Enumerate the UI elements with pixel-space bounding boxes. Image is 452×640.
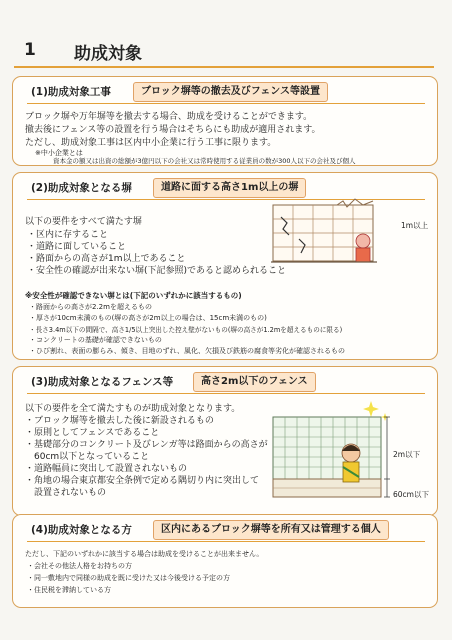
section-subtitle-badge: 高さ2m以下のフェンス — [193, 372, 316, 392]
requirement-item: ・安全性の確認が出来ない塀(下記参照)であると認められること — [27, 266, 287, 276]
header-underline — [27, 103, 425, 104]
section-subtitle-badge: 区内にあるブロック塀等を所有又は管理する個人 — [153, 520, 389, 540]
requirement-item: 設置されないもの — [25, 488, 107, 498]
requirements-intro: 以下の要件を全て満たすものが助成対象となります。 — [25, 404, 241, 414]
note-text: 資本金の額又は出資の総額が3億円以下の会社又は常時使用する従業員の数が300人以下の会社及び個人 — [53, 157, 356, 165]
requirement-item: ・角地の場合東京都安全条例で定める隅切り内に突出して — [25, 476, 260, 486]
requirement-item: ・道路幅員に突出して設置されないもの — [25, 464, 188, 474]
section-eligible-persons — [12, 514, 438, 608]
fence-height-label: 2m以下 — [393, 450, 421, 459]
requirements-intro: 以下の要件をすべて満たす塀 — [25, 217, 142, 227]
section-target-fence — [12, 366, 438, 516]
section-subtitle-badge: 道路に面する高さ1m以上の塀 — [153, 178, 306, 198]
section-subtitle-badge: ブロック塀等の撤去及びフェンス等設置 — [133, 82, 328, 102]
safety-item: ・厚さが10cm未満のもの(塀の高さが2m以上の場合は、15cm未満のもの) — [29, 314, 267, 322]
section-heading: (1)助成対象工事 — [31, 86, 111, 98]
section-construction-work — [12, 76, 438, 166]
safety-item: ・ひび割れ、表面の膨らみ、傾き、目地のずれ、風化、欠損及び鉄筋の腐食等劣化が確認されるもの — [29, 347, 345, 355]
safety-item: ・コンクリートの基礎が確認できないもの — [29, 336, 162, 344]
safety-heading: ※安全性が確認できない塀とは(下記のいずれかに該当するもの) — [25, 291, 242, 300]
requirement-item: ・路面からの高さが1m以上であること — [27, 254, 186, 264]
requirement-item: 60cm以下となっていること — [25, 452, 150, 462]
safety-item: ・路面からの高さが2.2mを超えるもの — [29, 303, 152, 311]
requirement-item: ・ブロック塀等を撤去した後に新設されるもの — [25, 416, 214, 426]
exclusion-item: ・会社その他法人格をお持ちの方 — [27, 562, 132, 570]
page-title — [14, 36, 434, 68]
header-underline — [27, 541, 425, 542]
note-label: ※中小企業とは — [35, 149, 83, 157]
section-heading: (2)助成対象となる塀 — [31, 182, 132, 194]
exclusion-item: ・住民税を滞納している方 — [27, 586, 111, 594]
section-header — [23, 519, 425, 541]
body-text-line: ただし、助成対象工事は区内中小企業に行う工事に限ります。 — [25, 138, 277, 148]
safety-item: ・長さ3.4m以下の間隔で、高さ1/5以上突出した控え壁がないもの(塀の高さが1.2mを超えるものに限る) — [29, 326, 343, 334]
body-text-line: ブロック塀や万年塀等を撤去する場合、助成を受けることができます。 — [25, 112, 313, 122]
requirement-item: ・区内に存すること — [27, 230, 109, 240]
foundation-height-label: 60cm以下 — [393, 490, 429, 499]
header-underline — [27, 393, 425, 394]
section-heading: (3)助成対象となるフェンス等 — [31, 376, 174, 388]
cracked-block-wall-illustration — [267, 195, 387, 271]
section-heading: (4)助成対象となる方 — [31, 524, 132, 536]
page-title-text: 助成対象 — [74, 44, 142, 64]
requirement-item: ・原則としてフェンスであること — [25, 428, 160, 438]
requirement-item: ・道路に面していること — [27, 242, 127, 252]
wall-height-label: 1m以上 — [401, 221, 429, 230]
section-number: 1 — [24, 40, 36, 60]
body-text-line: 撤去後にフェンス等の設置を行う場合はそちらにも助成が適用されます。 — [25, 125, 321, 135]
exclusion-item: ・同一敷地内で同様の助成を既に受けた又は今後受ける予定の方 — [27, 574, 230, 582]
exclusion-intro: ただし、下記のいずれかに該当する場合は助成を受けることが出来ません。 — [25, 550, 264, 558]
requirement-item: ・基礎部分のコンクリート及びレンガ等は路面からの高さが — [25, 440, 268, 450]
fence-illustration — [263, 397, 403, 507]
section-header — [23, 371, 425, 393]
section-header — [23, 81, 425, 103]
section-target-wall — [12, 172, 438, 360]
